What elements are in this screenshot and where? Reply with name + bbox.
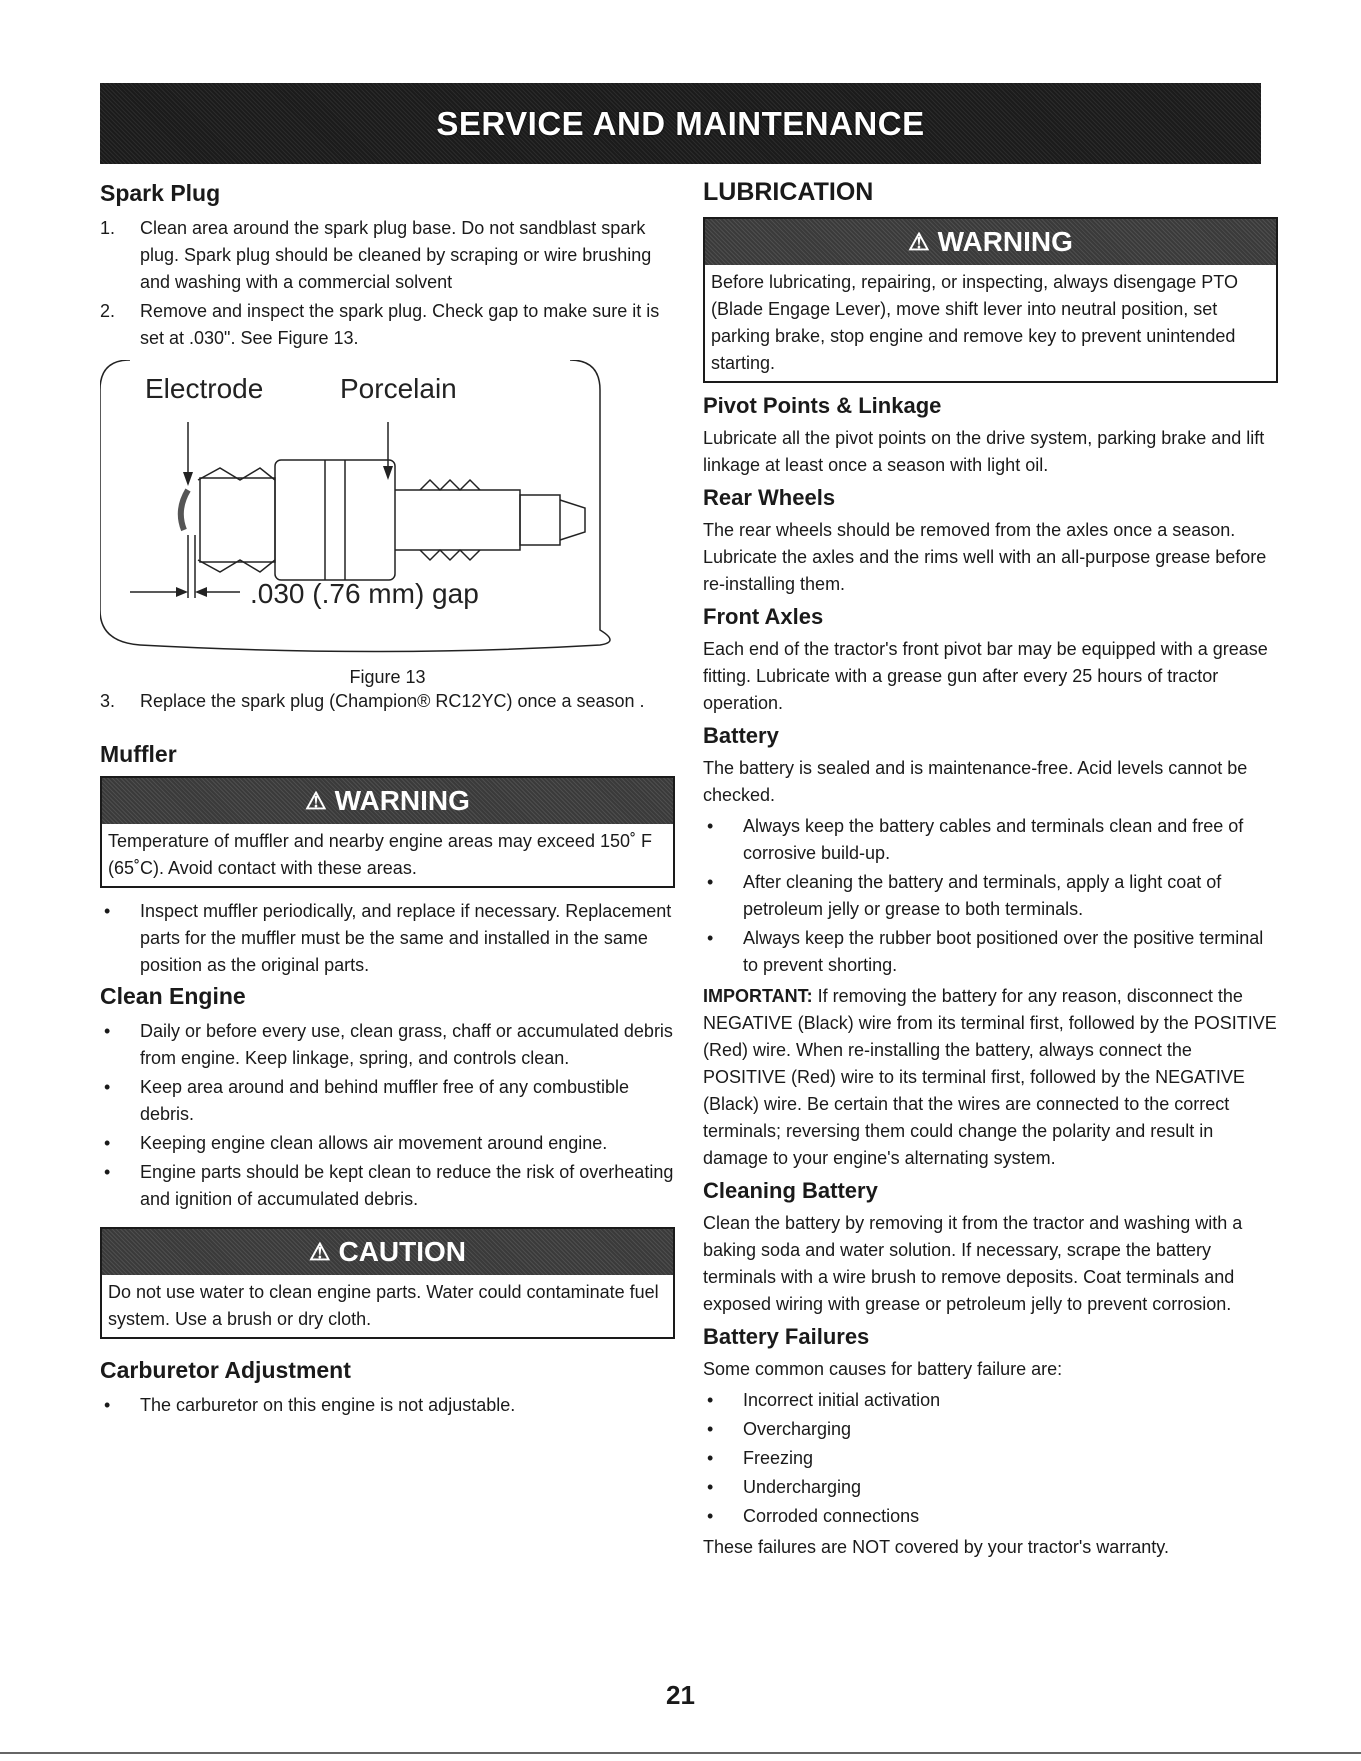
caution-text: Do not use water to clean engine parts. Water could contaminate fuel system. Use a brush or dry cloth.: [108, 1282, 659, 1329]
list-item: [703, 1387, 1278, 1414]
spark-plug-heading: Spark Plug: [100, 180, 221, 206]
battery-failures-bullets: [703, 1387, 1278, 1530]
pivot-text: Lubricate all the pivot points on the drive system, parking brake and lift linkage at least once a season with light oil.: [703, 428, 1265, 475]
cleaning-battery-text: Clean the battery by removing it from the tractor and washing with a baking soda and water solution. If necessary, scrape the battery terminals with a wire brush to remove deposits. Coat terminals and exposed wiring with grease or petroleum jelly to prevent corrosion.: [703, 1213, 1243, 1314]
important-note: [703, 983, 1278, 1172]
spark-plug-diagram: [100, 360, 675, 660]
bullet-icon: •: [104, 1395, 111, 1415]
spark-plug-steps: [100, 215, 675, 352]
step-text: Replace the spark plug (Champion® RC12YC) once a season .: [140, 691, 645, 711]
caution-title: CAUTION: [338, 1236, 467, 1267]
warning-icon: ⚠: [305, 787, 327, 815]
list-item: [100, 215, 675, 296]
gap-label: .030 (.76 mm) gap: [250, 578, 479, 609]
spark-plug-step-3: [100, 688, 675, 715]
carburetor-heading: Carburetor Adjustment: [100, 1357, 351, 1383]
bullet-icon: •: [707, 816, 714, 836]
bullet-text: Daily or before every use, clean grass, chaff or accumulated debris from engine. Keep linkage, spring, and controls clean.: [140, 1021, 673, 1068]
list-item: [100, 688, 675, 715]
list-item: [703, 869, 1278, 923]
front-axles-text: Each end of the tractor's front pivot bar may be equipped with a grease fitting. Lubricate with a grease gun after every 25 hours of tractor operation.: [703, 639, 1268, 713]
battery-failures-outro: These failures are NOT covered by your tractor's warranty.: [703, 1537, 1169, 1557]
step-number: 1.: [100, 218, 116, 238]
bullet-icon: •: [707, 872, 714, 892]
muffler-bullets: [100, 898, 675, 979]
warning-header: [102, 778, 673, 824]
warning-title: WARNING: [937, 226, 1073, 257]
rear-wheels-text: The rear wheels should be removed from the axles once a season. Lubricate the axles and the rims well with an all-purpose grease before re-installing them.: [703, 520, 1267, 594]
front-axles-heading: Front Axles: [703, 604, 824, 629]
list-item: [100, 1159, 675, 1213]
bullet-icon: •: [104, 1133, 111, 1153]
list-item: [703, 1445, 1278, 1472]
battery-failures-intro: Some common causes for battery failure are:: [703, 1359, 1063, 1379]
bullet-text: Keeping engine clean allows air movement around engine.: [140, 1133, 608, 1153]
step-text: Remove and inspect the spark plug. Check gap to make sure it is set at .030". See Figure 13.: [140, 301, 660, 348]
step-number: 2.: [100, 301, 116, 321]
bullet-text: Overcharging: [743, 1419, 852, 1439]
muffler-warning: [100, 776, 675, 888]
step-text: Clean area around the spark plug base. Do not sandblast spark plug. Spark plug should be cleaned by scraping or wire brushing and washing with a commercial solvent: [140, 218, 652, 292]
warning-icon: ⚠: [908, 228, 930, 256]
bottom-divider: [0, 1752, 1361, 1754]
battery-failures-heading: Battery Failures: [703, 1324, 870, 1349]
list-item: [100, 898, 675, 979]
important-text: If removing the battery for any reason, disconnect the NEGATIVE (Black) wire from its terminal first, followed by the POSITIVE (Red) wire. When re-installing the battery, always connect the POSITIVE (Red) wire to its terminal first, followed by the NEGATIVE (Black) wire. Be certain that the wires are connected to the correct terminals; reversing them could change the polarity and result in damage to your engine's alternating system.: [703, 986, 1277, 1168]
battery-bullets: [703, 813, 1278, 979]
list-item: [100, 1074, 675, 1128]
bullet-icon: •: [707, 1390, 714, 1410]
right-column: [703, 178, 1278, 1565]
bullet-icon: •: [707, 1506, 714, 1526]
bullet-icon: •: [707, 928, 714, 948]
bullet-text: Freezing: [743, 1448, 814, 1468]
page-banner: [100, 83, 1261, 164]
spark-plug-figure: [100, 360, 675, 687]
warning-text: Temperature of muffler and nearby engine areas may exceed 150˚ F (65˚C). Avoid contact with these areas.: [108, 831, 652, 878]
muffler-heading: Muffler: [100, 741, 177, 767]
list-item: [703, 1474, 1278, 1501]
bullet-text: Inspect muffler periodically, and replace if necessary. Replacement parts for the muffler must be the same and installed in the same position as the original parts.: [140, 901, 672, 975]
step-number: 3.: [100, 691, 116, 711]
bullet-text: After cleaning the battery and terminals, apply a light coat of petroleum jelly or grease to both terminals.: [743, 872, 1222, 919]
bullet-icon: •: [707, 1448, 714, 1468]
bullet-text: Corroded connections: [743, 1506, 920, 1526]
warning-title: WARNING: [334, 785, 470, 816]
bullet-text: Incorrect initial activation: [743, 1390, 941, 1410]
battery-heading: Battery: [703, 723, 779, 748]
page-title: SERVICE AND MAINTENANCE: [436, 104, 925, 142]
bullet-icon: •: [707, 1419, 714, 1439]
left-column: [100, 180, 675, 1423]
rear-wheels-heading: Rear Wheels: [703, 485, 836, 510]
list-item: [703, 1416, 1278, 1443]
bullet-icon: •: [104, 901, 111, 921]
bullet-text: The carburetor on this engine is not adjustable.: [140, 1395, 516, 1415]
porcelain-label: Porcelain: [340, 373, 457, 404]
bullet-text: Always keep the rubber boot positioned over the positive terminal to prevent shorting.: [743, 928, 1264, 975]
clean-engine-bullets: [100, 1018, 675, 1213]
bullet-text: Engine parts should be kept clean to reduce the risk of overheating and ignition of accumulated debris.: [140, 1162, 674, 1209]
list-item: [100, 1392, 675, 1419]
battery-text: The battery is sealed and is maintenance-free. Acid levels cannot be checked.: [703, 758, 1248, 805]
caution-icon: ⚠: [308, 1238, 331, 1266]
list-item: [100, 1018, 675, 1072]
bullet-icon: •: [104, 1077, 111, 1097]
warning-text: Before lubricating, repairing, or inspecting, always disengage PTO (Blade Engage Lever), move shift lever into neutral position, set parking brake, stop engine and remove key to prevent unintended starting.: [711, 272, 1238, 373]
page-number: 21: [666, 1680, 695, 1710]
lubrication-warning: [703, 217, 1278, 383]
list-item: [100, 1130, 675, 1157]
lubrication-heading: LUBRICATION: [703, 178, 874, 206]
clean-engine-heading: Clean Engine: [100, 983, 246, 1009]
bullet-text: Keep area around and behind muffler free of any combustible debris.: [140, 1077, 629, 1124]
clean-engine-caution: [100, 1227, 675, 1339]
bullet-icon: •: [707, 1477, 714, 1497]
bullet-text: Always keep the battery cables and terminals clean and free of corrosive build-up.: [743, 816, 1244, 863]
bullet-icon: •: [104, 1021, 111, 1041]
list-item: [703, 1503, 1278, 1530]
electrode-label: Electrode: [145, 373, 264, 404]
list-item: [703, 925, 1278, 979]
list-item: [703, 813, 1278, 867]
pivot-heading: Pivot Points & Linkage: [703, 393, 942, 418]
caution-header: [102, 1229, 673, 1275]
list-item: [100, 298, 675, 352]
cleaning-battery-heading: Cleaning Battery: [703, 1178, 878, 1203]
important-label: IMPORTANT:: [703, 986, 813, 1006]
figure-caption: Figure 13: [349, 667, 426, 687]
bullet-text: Undercharging: [743, 1477, 862, 1497]
carburetor-bullets: [100, 1392, 675, 1419]
warning-header: [705, 219, 1276, 265]
bullet-icon: •: [104, 1162, 111, 1182]
